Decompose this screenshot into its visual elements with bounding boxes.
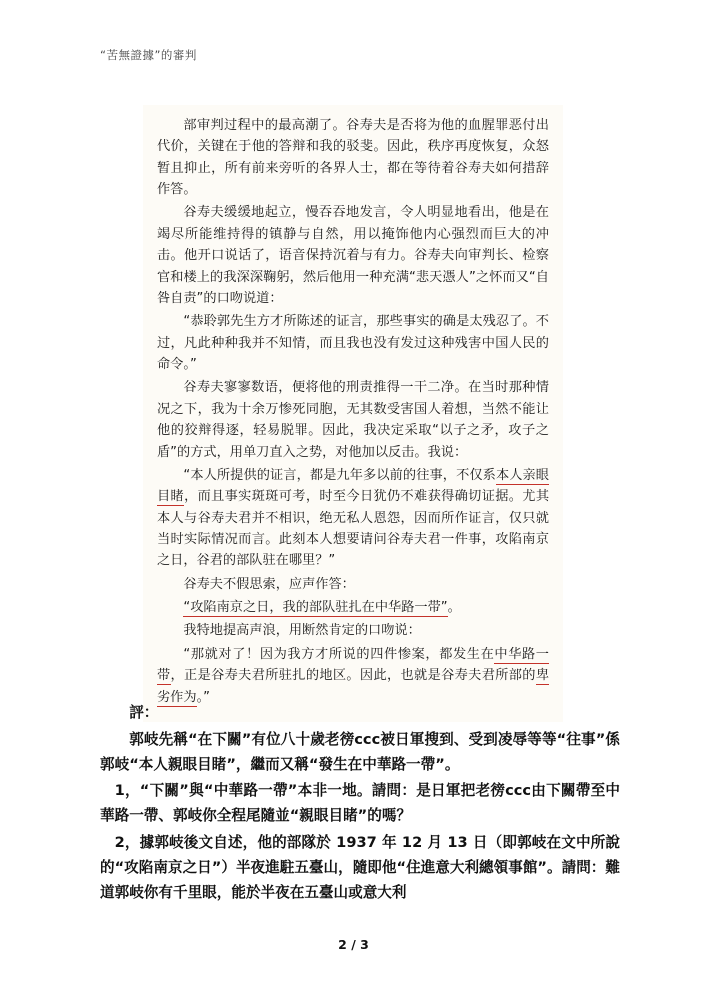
red-underline-2: “攻陷南京之日，我的部队驻扎在中华路一带”	[183, 600, 448, 616]
red-underline-1: 本人亲眼目睹	[157, 467, 549, 505]
quote-paragraph: 我特地提高声浪，用断然肯定的口吻说：	[183, 623, 421, 639]
commentary-paragraph: 郭岐先稱“在下關”有位八十歲老徬ccc被日軍搜到、受到凌辱等等“往事”係郭岐“本人親眼目睹”，繼而又稱“發生在中華路一帶”。	[100, 730, 620, 773]
quote-paragraph: 部审判过程中的最高潮了。谷寿夫是否将为他的血腥罪恶付出代价，关键在于他的答辩和我的驳斐。因此，秩序再度恢复，众怒暂且抑止，所有前来旁听的各界人士，都在等待着谷寿夫如何措辞作答。	[157, 118, 549, 198]
running-header: “苦無證據”的審判	[100, 48, 197, 62]
red-underline-3: 中华路一带	[157, 646, 549, 684]
commentary-section	[100, 700, 620, 907]
quote-paragraph-underlined	[157, 597, 549, 618]
commentary-title: 評：	[129, 704, 159, 721]
quote-paragraph-underlined	[157, 644, 549, 708]
quote-paragraph: 谷寿夫缓缓地起立，慢吞吞地发言，令人明显地看出，他是在竭尽所能维持得的镇静与自然，用以掩饰他内心强烈而巨大的冲击。他开口说话了，语音保持沉着与有力。谷寿夫向审判长、检察官和楼上的我深深鞠躬，然后他用一种充满“悲天憑人”之怀而又“自咎自责”的口吻说道：	[157, 205, 549, 306]
commentary-paragraph: 2，據郭岐後文自述，他的部隊於 1937 年 12 月 13 日（即郭岐在文中所說的“攻陷南京之日”）半夜進駐五臺山，隨即他“住進意大利總領事館”。請問：難道郭岐你有千里眼，能於半夜在五臺山或意大利	[100, 833, 620, 902]
quote-text-part: ，正是谷寿夫君所驻扎的地区。因此，也就是谷寿夫君所部的	[170, 668, 536, 684]
quote-paragraph-underlined	[157, 465, 549, 572]
quote-text-part: “那就对了！因为我方才所说的四件惨案，都发生在	[183, 646, 495, 662]
quote-paragraph: “恭聆郭先生方才所陈述的证言，那些事实的确是太残忍了。不过，凡此种种我并不知情，而且我也没有发过这种残害中国人民的命令。”	[157, 314, 549, 373]
page-number: 2 / 3	[338, 937, 369, 952]
quote-text-part: “本人所提供的证言，都是九年多以前的往事，不仅系	[183, 467, 496, 483]
red-underline-4: 卑劣作为	[157, 668, 549, 705]
quote-paragraph: 谷寿夫寥寥数语，便将他的刑责推得一干二净。在当时那种情况之下，我为十余万惨死同胞，无其数受害国人着想，当然不能让他的狡辩得逐，轻易脱罪。因此，我决定采取“以子之矛，攻子之盾”的方式，用单刀直入之势，对他加以反击。我说：	[157, 380, 549, 460]
quote-text-part: 。	[447, 600, 461, 616]
quote-text-part: 。”	[196, 689, 210, 705]
quote-paragraph: 谷寿夫不假思索，应声作答：	[183, 576, 355, 592]
commentary-paragraph: 1，“下關”與“中華路一帶”本非一地。請問：是日軍把老徬ccc由下關帶至中華路一帶、郭岐你全程尾隨並“親眼目睹”的嗎？	[100, 782, 620, 825]
quoted-passage-block	[143, 105, 563, 722]
quote-text-part: ，而且事实斑斑可考，时至今日犹仍不难获得确切证据。尤其本人与谷寿夫君并不相识，绝无私人恩怨，因而所作证言，仅只就当时实际情况而言。此刻本人想要请问谷寿夫君一件事，攻陷南京之日，谷君的部队驻在哪里？”	[157, 489, 550, 569]
